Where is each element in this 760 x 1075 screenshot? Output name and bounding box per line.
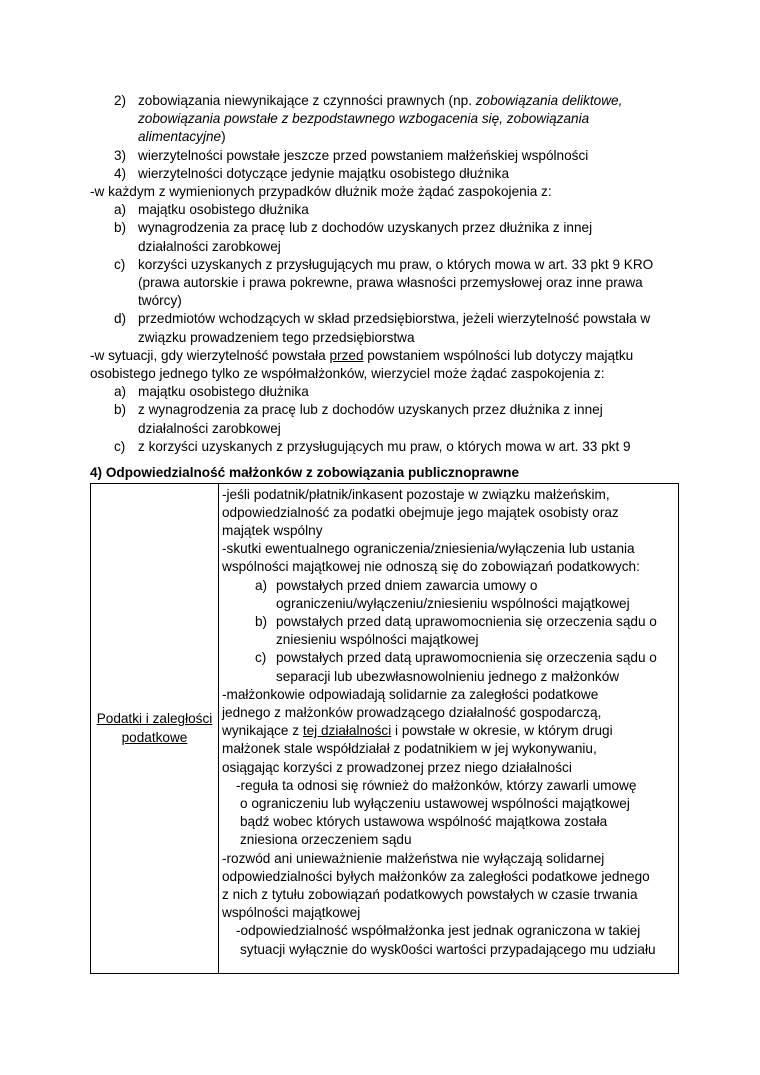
- list-item-text: (prawa autorskie i prawa pokrewne, prawa własności przemysłowej oraz inne prawa: [138, 275, 643, 290]
- list-item-text: przedmiotów wchodzących w skład przedsiębiorstwa, jeżeli wierzytelność powstała w: [138, 311, 651, 326]
- table-text: z nich z tytułu zobowiązań podatkowych powstałych w czasie trwania: [222, 887, 638, 902]
- table-text: ograniczeniu/wyłączeniu/zniesieniu wspólności majątkowej: [276, 596, 630, 611]
- table-text: zniesiona orzeczeniem sądu: [240, 832, 412, 847]
- list-letter: c): [114, 257, 126, 272]
- table-text: -reguła ta odnosi się również do małżonków, którzy zawarli umowę: [236, 778, 637, 793]
- list-item-text: zobowiązania powstałe z bezpodstawnego wzbogacenia się, zobowiązania: [138, 111, 590, 126]
- table-text: zniesieniu wspólności majątkowej: [276, 632, 479, 647]
- list-item-text: majątku osobistego dłużnika: [138, 202, 309, 217]
- table-text: powstałych przed datą uprawomocnienia się orzeczenia sądu o: [276, 650, 657, 665]
- table-text: wspólności majątkowej: [222, 905, 361, 920]
- table-text: -rozwód ani unieważnienie małżeństwa nie wyłączają solidarnej: [222, 851, 605, 866]
- list-letter: c): [255, 650, 267, 665]
- table-text: -skutki ewentualnego ograniczenia/zniesienia/wyłączenia lub ustania: [222, 541, 635, 556]
- table-text: odpowiedzialność za podatki obejmuje jego majątek osobisty oraz: [222, 505, 619, 520]
- table-text: -odpowiedzialność współmałżonka jest jednak ograniczona w takiej: [236, 923, 641, 938]
- list-item-text: działalności zarobkowej: [138, 421, 281, 436]
- list-item-text: wierzytelności powstałe jeszcze przed powstaniem małżeńskiej wspólności: [138, 148, 589, 163]
- list-letter: b): [255, 614, 268, 629]
- table-label-line: Podatki i zaległości: [96, 711, 213, 727]
- table-text: sytuacji wyłącznie do wysk0ości wartości przypadającego mu udziału: [240, 942, 656, 957]
- list-letter: a): [114, 384, 127, 399]
- list-number: 3): [114, 148, 127, 163]
- list-item-text: wynagrodzenia za pracę lub z dochodów uzyskanych przez dłużnika z innej: [138, 220, 593, 235]
- table-text: -jeśli podatnik/płatnik/inkasent pozostaje w związku małżeńskim,: [222, 487, 610, 502]
- table-text: powstałych przed dniem zawarcia umowy o: [276, 578, 538, 593]
- list-number: 2): [114, 93, 127, 108]
- list-letter: b): [114, 220, 127, 235]
- list-item-text: wierzytelności dotyczące jedynie majątku osobistego dłużnika: [138, 166, 510, 181]
- table-text: małżonek stale współdziałał z podatnikiem w jej wykonywaniu,: [222, 741, 597, 756]
- table-text: osiągając korzyści z prowadzonej przez niego działalności: [222, 760, 572, 775]
- list-letter: b): [114, 402, 127, 417]
- list-item-text: z wynagrodzenia za pracę lub z dochodów uzyskanych przez dłużnika z innej: [138, 402, 603, 417]
- table-text: o ograniczeniu lub wyłączeniu ustawowej wspólności majątkowej: [240, 796, 630, 811]
- table-text: odpowiedzialności byłych małżonków za zaległości podatkowe jednego: [222, 869, 650, 884]
- table-content-cell: [219, 484, 679, 974]
- list-letter: d): [114, 311, 127, 326]
- list-item-text: alimentacyjne): [138, 129, 226, 144]
- table-text: wspólności majątkowej nie odnoszą się do zobowiązań podatkowych:: [222, 559, 640, 574]
- list-item-text: majątku osobistego dłużnika: [138, 384, 309, 399]
- table-label-cell: [91, 484, 219, 974]
- list-item-text: twórcy): [138, 293, 182, 308]
- list-item-text: korzyści uzyskanych z przysługujących mu praw, o których mowa w art. 33 pkt 9 KRO: [138, 257, 654, 272]
- tax-table: [90, 483, 679, 974]
- list-item-text: działalności zarobkowej: [138, 239, 281, 254]
- list-number: 4): [114, 166, 127, 181]
- table-text: powstałych przed datą uprawomocnienia się orzeczenia sądu o: [276, 614, 657, 629]
- paragraph: osobistego jednego tylko ze współmałżonków, wierzyciel może żądać zaspokojenia z:: [90, 366, 605, 381]
- list-letter: a): [255, 578, 268, 593]
- list-letter: c): [114, 439, 126, 454]
- list-letter: a): [114, 202, 127, 217]
- table-text: bądź wobec których ustawowa wspólność majątkowa została: [240, 814, 608, 829]
- list-item-text: zobowiązania niewynikające z czynności prawnych (np. zobowiązania deliktowe,: [138, 93, 623, 108]
- table-label-line: podatkowe: [121, 729, 188, 745]
- list-item-text: z korzyści uzyskanych z przysługujących mu praw, o których mowa w art. 33 pkt 9: [138, 439, 631, 454]
- table-text: -małżonkowie odpowiadają solidarnie za zaległości podatkowe: [222, 687, 599, 702]
- list-item-text: związku prowadzeniem tego przedsiębiorstwa: [138, 330, 415, 345]
- paragraph: -w sytuacji, gdy wierzytelność powstała przed powstaniem wspólności lub dotyczy majątku: [90, 348, 634, 363]
- paragraph: -w każdym z wymienionych przypadków dłużnik może żądać zaspokojenia z:: [90, 184, 552, 199]
- table-row: [91, 484, 679, 974]
- table-text: wynikające z tej działalności i powstałe w okresie, w którym drugi: [222, 723, 613, 738]
- table-text: jednego z małżonków prowadzącego działalność gospodarczą,: [222, 705, 602, 720]
- table-text: separacji lub ubezwłasnowolnieniu jednego z małżonków: [276, 669, 620, 684]
- section-heading: 4) Odpowiedzialność małżonków z zobowiązania publicznoprawne: [90, 465, 520, 480]
- table-text: majątek wspólny: [222, 523, 323, 538]
